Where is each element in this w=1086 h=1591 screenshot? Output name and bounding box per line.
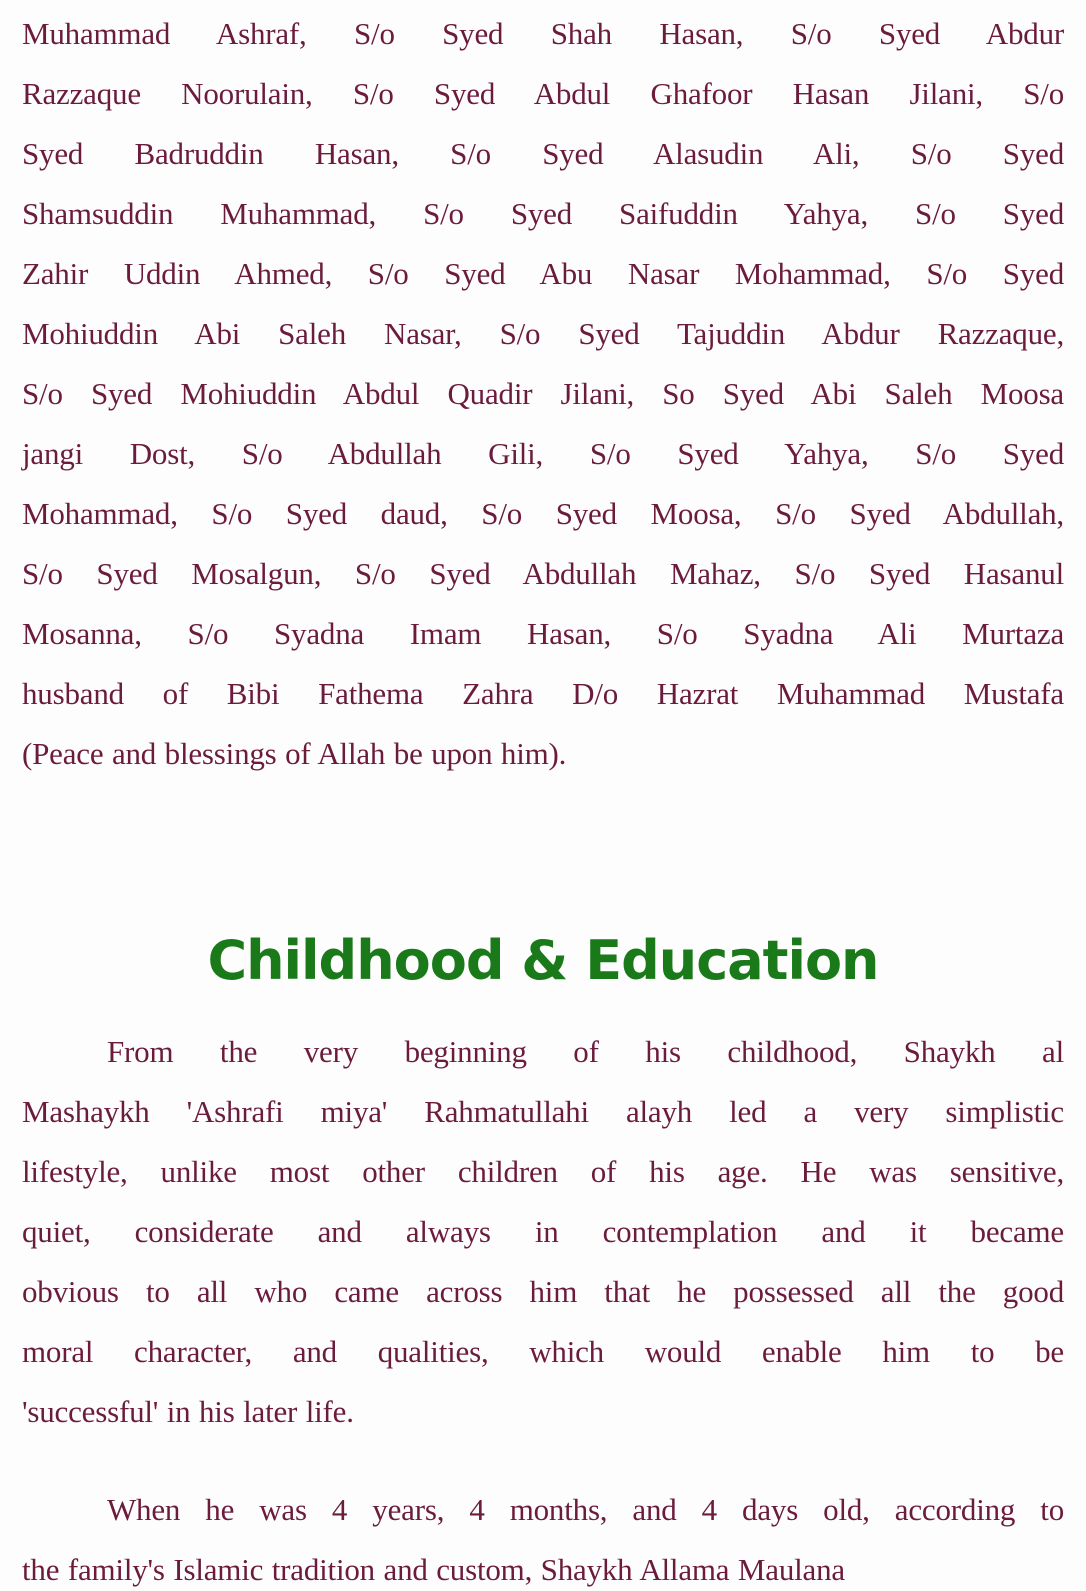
text-line: When he was 4 years, 4 months, and 4 days old, according to: [107, 1492, 1064, 1527]
text-line: lifestyle, unlike most other children of his age. He was sensitive,: [22, 1154, 1064, 1189]
text-line: From the very beginning of his childhood, Shaykh al: [107, 1034, 1064, 1069]
text-line: obvious to all who came across him that he possessed all the good: [22, 1274, 1064, 1309]
text-line: Mosanna, S/o Syadna Imam Hasan, S/o Syadna Ali Murtaza: [22, 616, 1064, 651]
text-line: (Peace and blessings of Allah be upon him).: [22, 736, 567, 771]
text-line: Zahir Uddin Ahmed, S/o Syed Abu Nasar Mohammad, S/o Syed: [22, 256, 1064, 291]
text-line: S/o Syed Mohiuddin Abdul Quadir Jilani, So Syed Abi Saleh Moosa: [22, 376, 1064, 411]
section-heading: Childhood & Education: [207, 929, 879, 992]
text-line: husband of Bibi Fathema Zahra D/o Hazrat Muhammad Mustafa: [22, 676, 1064, 711]
lineage-paragraph: [22, 4, 1064, 784]
text-line: Shamsuddin Muhammad, S/o Syed Saifuddin Yahya, S/o Syed: [22, 196, 1064, 231]
text-line: Syed Badruddin Hasan, S/o Syed Alasudin Ali, S/o Syed: [22, 136, 1064, 171]
text-line: Razzaque Noorulain, S/o Syed Abdul Ghafoor Hasan Jilani, S/o: [22, 76, 1064, 111]
text-line: S/o Syed Mosalgun, S/o Syed Abdullah Mahaz, S/o Syed Hasanul: [22, 556, 1064, 591]
final-paragraph: [22, 1480, 1064, 1591]
text-line: 'successful' in his later life.: [22, 1394, 354, 1429]
text-line: Mashaykh 'Ashrafi miya' Rahmatullahi alayh led a very simplistic: [22, 1094, 1064, 1129]
text-line: quiet, considerate and always in contemplation and it became: [22, 1214, 1064, 1249]
text-line: the family's Islamic tradition and custom, Shaykh Allama Maulana: [22, 1552, 845, 1587]
text-line: Mohammad, S/o Syed daud, S/o Syed Moosa, S/o Syed Abdullah,: [22, 496, 1064, 531]
childhood-paragraph: [22, 1022, 1064, 1442]
text-line: Mohiuddin Abi Saleh Nasar, S/o Syed Tajuddin Abdur Razzaque,: [22, 316, 1064, 351]
text-line: jangi Dost, S/o Abdullah Gili, S/o Syed Yahya, S/o Syed: [22, 436, 1064, 471]
text-line: Muhammad Ashraf, S/o Syed Shah Hasan, S/o Syed Abdur: [22, 16, 1064, 51]
text-line: moral character, and qualities, which would enable him to be: [22, 1334, 1064, 1369]
